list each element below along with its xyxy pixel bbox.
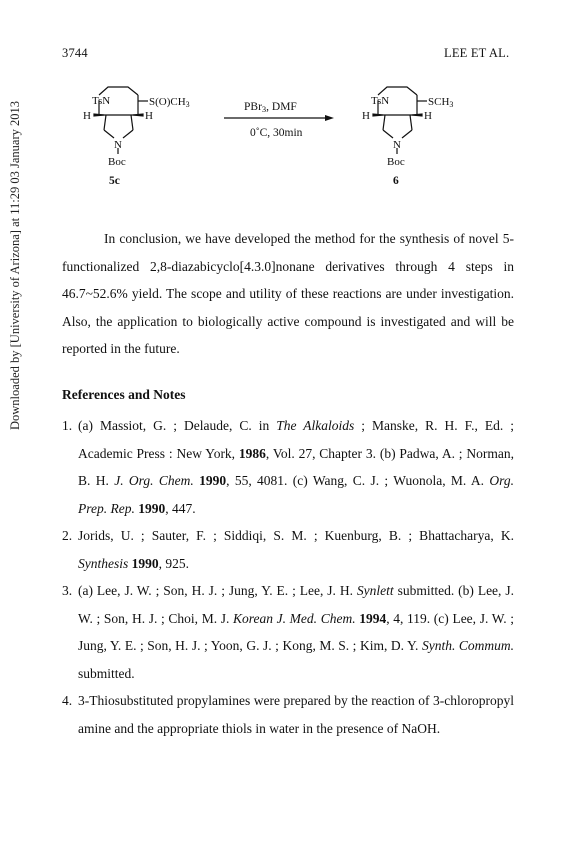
reactant-ts-label: TsN xyxy=(92,95,111,107)
product-n-label: N xyxy=(393,139,401,151)
reference-item xyxy=(62,577,514,687)
reference-item xyxy=(62,687,514,742)
product-ts-label: TsN xyxy=(371,95,390,107)
reference-number: 1. xyxy=(62,418,73,433)
reaction-conditions: 0˚C, 30min xyxy=(250,127,303,139)
running-head: LEE ET AL. xyxy=(444,46,510,60)
reference-number: 4. xyxy=(62,693,73,708)
reactant-n-label: N xyxy=(114,139,122,151)
reference-text: (a) Lee, J. W. ; Son, H. J. ; Jung, Y. E. ; Lee, J. H. Synlett submitted. (b) Lee, J. W. ; Son, H. J. ; Choi, M. J. Korean J. Med. Chem. 1994, 4, 119. (c) Lee, J. W. ; Jung, Y. E. ; Son, H. J. ; Yoon, G. J. ; Kong, M. S. ; Kim, D. Y. Synth. Commum. submitted. xyxy=(78,583,515,681)
reference-text: (a) Massiot, G. ; Delaude, C. in The Alkaloids ; Manske, R. H. F., Ed. ; Academic Press : New York, 1986, Vol. 27, Chapter 3. (b) Padwa, A. ; Norman, B. H. J. Org. Chem. 1990, 55, 4081. (c) Wang, C. J. ; Wuonola, M. A. Org. Prep. Rep. 1990, 447. xyxy=(78,418,515,516)
reactant-boc-label: Boc xyxy=(108,156,126,168)
reference-text: 3-Thiosubstituted propylamines were prepared by the reaction of 3-chloropropyl amine and the appropriate thiols in water in the presence of NaOH. xyxy=(78,693,514,736)
references-heading: References and Notes xyxy=(62,387,186,402)
reactant-h-left: H xyxy=(83,110,91,122)
product-compound-id: 6 xyxy=(393,175,399,187)
product-h-right: H xyxy=(424,110,432,122)
reference-text: Jorids, U. ; Sauter, F. ; Siddiqi, S. M. ; Kuenburg, B. ; Bhattacharya, K. Synthesis 1990, 925. xyxy=(78,528,514,571)
reactant-compound-id: 5c xyxy=(109,175,120,187)
reference-item xyxy=(62,412,514,522)
product-substituent: SCH3 xyxy=(428,96,454,109)
page-number: 3744 xyxy=(62,46,88,60)
download-notice: Downloaded by [University of Arizona] at 11:29 03 January 2013 xyxy=(8,101,22,430)
conclusion-text: In conclusion, we have developed the method for the synthesis of novel 5-functionalized 2,8-diazabicyclo[4.3.0]nonane derivatives through 4 steps in 46.7~52.6% yield. The scope and utility of these reactions are under investigation. Also, the application to biologically active compound is investigated and will be reported in the future. xyxy=(62,231,514,357)
reactant-h-right: H xyxy=(145,110,153,122)
reference-item xyxy=(62,522,514,577)
reagent-label: PBr3, DMF xyxy=(244,101,297,114)
reaction-arrow xyxy=(224,115,334,121)
reaction-scheme xyxy=(0,70,580,200)
reactant-substituent: S(O)CH3 xyxy=(149,96,190,109)
reference-number: 3. xyxy=(62,583,73,598)
product-boc-label: Boc xyxy=(387,156,405,168)
conclusion-paragraph xyxy=(62,225,514,363)
product-h-left: H xyxy=(362,110,370,122)
reference-number: 2. xyxy=(62,528,73,543)
